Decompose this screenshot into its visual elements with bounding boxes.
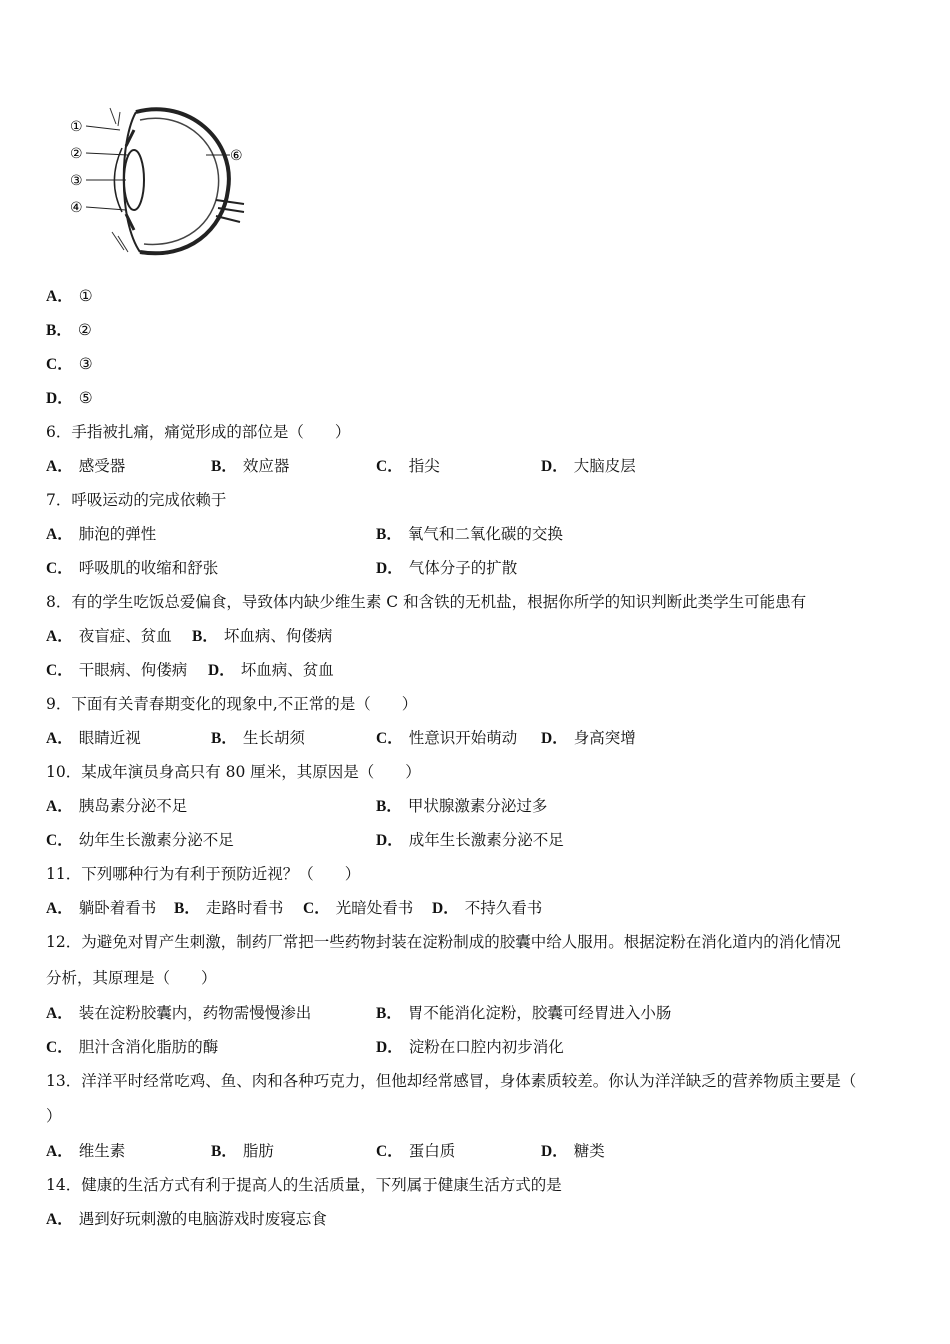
q5-option-d: D． ⑤ xyxy=(46,389,93,407)
q11-option-d: D． 不持久看书 xyxy=(432,899,543,917)
label-6: ⑥ xyxy=(230,148,243,164)
q8-option-a: A． 夜盲症、贫血 xyxy=(46,627,172,645)
q11-stem: 11．下列哪种行为有利于预防近视？（ ） xyxy=(46,865,361,883)
label-2: ② xyxy=(70,146,83,162)
q11-option-a: A． 躺卧着看书 xyxy=(46,899,157,917)
label-1: ① xyxy=(70,119,83,135)
q10-option-c: C． 幼年生长激素分泌不足 xyxy=(46,831,234,849)
q10-option-a: A． 胰岛素分泌不足 xyxy=(46,797,188,815)
q9-option-d: D． 身高突增 xyxy=(541,729,636,747)
q9-option-b: B． 生长胡须 xyxy=(211,729,305,747)
eye-diagram xyxy=(68,100,248,265)
q13-stem: 13．洋洋平时经常吃鸡、鱼、肉和各种巧克力，但他却经常感冒，身体素质较差。你认为洋洋缺乏的营养物质主要是（ xyxy=(46,1072,857,1090)
q5-option-a: A． ① xyxy=(46,287,93,305)
q6-option-c: C． 指尖 xyxy=(376,457,440,475)
q8-stem: 8．有的学生吃饭总爱偏食，导致体内缺少维生素 C 和含铁的无机盐，根据你所学的知识判断此类学生可能患有 xyxy=(46,593,807,611)
q8-option-b: B． 坏血病、佝偻病 xyxy=(192,627,333,645)
q8-option-d: D． 坏血病、贫血 xyxy=(208,661,334,679)
label-3: ③ xyxy=(70,173,83,189)
q7-option-a: A． 肺泡的弹性 xyxy=(46,525,157,543)
q12-option-c: C． 胆汁含消化脂肪的酶 xyxy=(46,1038,219,1056)
q13-option-d: D． 糖类 xyxy=(541,1142,605,1160)
q10-option-d: D． 成年生长激素分泌不足 xyxy=(376,831,564,849)
q14-stem: 14．健康的生活方式有利于提高人的生活质量，下列属于健康生活方式的是 xyxy=(46,1176,562,1194)
q8-option-c: C． 干眼病、佝偻病 xyxy=(46,661,188,679)
q13-option-a: A． 维生素 xyxy=(46,1142,126,1160)
q9-stem: 9．下面有关青春期变化的现象中,不正常的是（ ） xyxy=(46,695,418,713)
q7-option-c: C． 呼吸肌的收缩和舒张 xyxy=(46,559,219,577)
q7-option-b: B． 氧气和二氧化碳的交换 xyxy=(376,525,563,543)
q7-stem: 7．呼吸运动的完成依赖于 xyxy=(46,491,227,509)
q12-option-d: D． 淀粉在口腔内初步消化 xyxy=(376,1038,564,1056)
q14-option-a: A． 遇到好玩刺激的电脑游戏时废寝忘食 xyxy=(46,1210,327,1228)
q6-option-d: D． 大脑皮层 xyxy=(541,457,636,475)
q6-option-a: A． 感受器 xyxy=(46,457,126,475)
label-4: ④ xyxy=(70,200,83,216)
q9-option-a: A． 眼睛近视 xyxy=(46,729,141,747)
q10-option-b: B． 甲状腺激素分泌过多 xyxy=(376,797,548,815)
q13-stem-cont: ） xyxy=(46,1107,62,1125)
q12-option-a: A． 装在淀粉胶囊内，药物需慢慢渗出 xyxy=(46,1004,312,1022)
q11-option-b: B． 走路时看书 xyxy=(174,899,284,917)
q11-option-c: C． 光暗处看书 xyxy=(303,899,414,917)
q6-stem: 6．手指被扎痛，痛觉形成的部位是（ ） xyxy=(46,423,351,441)
q13-option-c: C． 蛋白质 xyxy=(376,1142,456,1160)
q12-option-b: B． 胃不能消化淀粉，胶囊可经胃进入小肠 xyxy=(376,1004,672,1022)
q10-stem: 10．某成年演员身高只有 80 厘米，其原因是（ ） xyxy=(46,763,421,781)
q7-option-d: D． 气体分子的扩散 xyxy=(376,559,518,577)
q13-option-b: B． 脂肪 xyxy=(211,1142,274,1160)
q5-option-c: C． ③ xyxy=(46,355,93,373)
q6-option-b: B． 效应器 xyxy=(211,457,290,475)
q12-stem-cont: 分析，其原理是（ ） xyxy=(46,969,217,987)
q9-option-c: C． 性意识开始萌动 xyxy=(376,729,518,747)
q12-stem: 12．为避免对胃产生刺激，制药厂常把一些药物封装在淀粉制成的胶囊中给人服用。根据淀粉在消化道内的消化情况 xyxy=(46,933,841,951)
q5-option-b: B． ② xyxy=(46,321,92,339)
